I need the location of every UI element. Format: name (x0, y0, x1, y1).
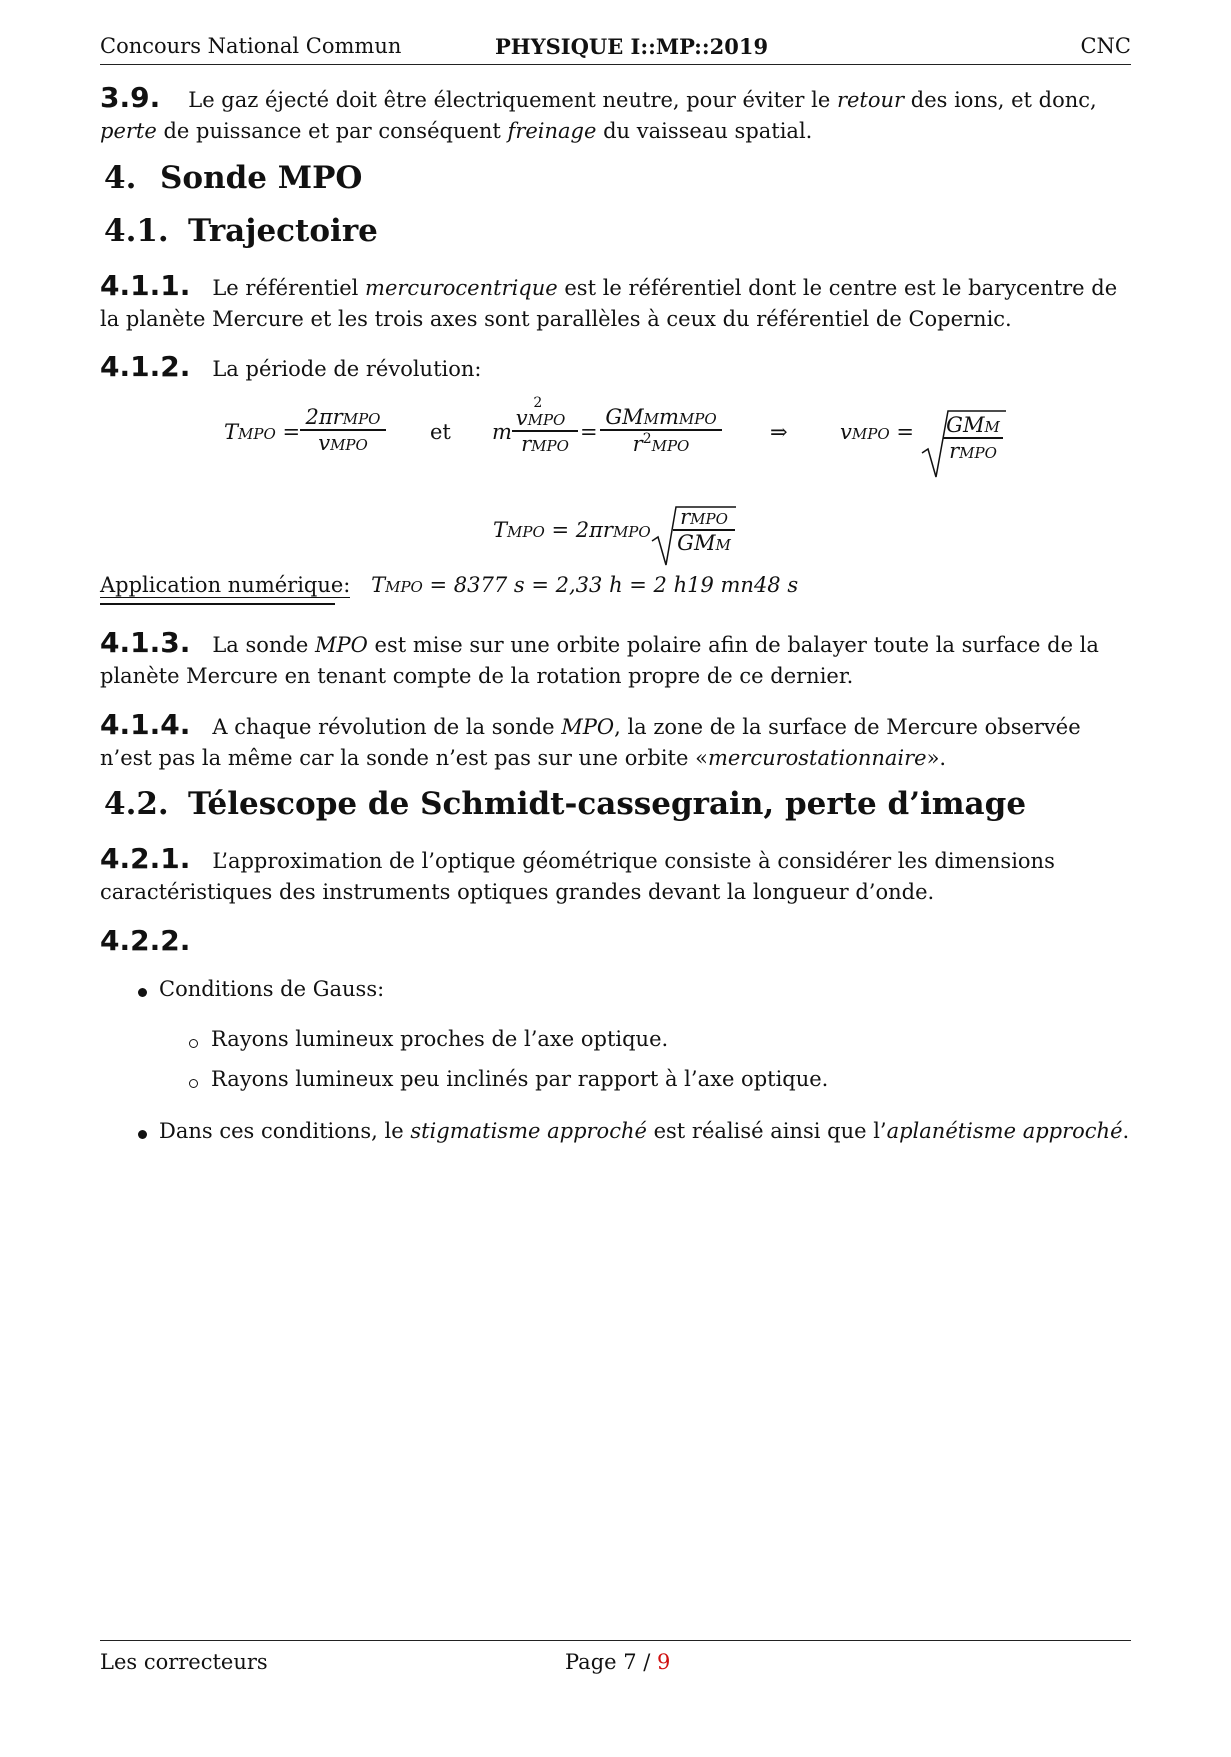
header-center: PHYSIQUE I::MP::2019 (495, 34, 769, 59)
numerical-application: Application numérique: TMPO = 8377 s = 2,33 h = 2 h19 mn48 s (100, 573, 799, 597)
equation-period-result: TMPO = 2πrMPO (493, 518, 651, 542)
page-header (100, 34, 1131, 65)
page-number: Page 7 / 9 (565, 1650, 671, 1674)
paragraph-4-1-1: 4.1.1. Le référentiel mercurocentrique est le référentiel dont le centre est le barycentre de la planète Mercure et les trois axes sont parallèles à ceux du référentiel de Copernic. (100, 269, 1118, 331)
section-number: 4.2.2. (100, 924, 191, 957)
bullet-gauss: Conditions de Gauss: (159, 977, 385, 1001)
section-number: 4.1.3. (100, 626, 191, 659)
section-heading-4-2: 4.2. Télescope de Schmidt-cassegrain, perte d’image (104, 786, 1027, 822)
sub-bullet-circle (189, 1039, 198, 1048)
paragraph-4-1-2: 4.1.2. La période de révolution: (100, 350, 482, 383)
section-number: 4.1.4. (100, 708, 191, 741)
section-number: 4.2.1. (100, 842, 191, 875)
equation-period: TMPO = (224, 420, 301, 444)
paragraph-4-1-4: 4.1.4. A chaque révolution de la sonde MPO, la zone de la surface de Mercure observée n’est pas la même car la sonde n’est pas sur une orbite «mercurostationnaire». (100, 708, 1081, 770)
bullet-dot (138, 988, 147, 997)
mass-m: m (492, 420, 512, 444)
equation-velocity: vMPO = (840, 420, 914, 444)
fraction-r-over-gm: rMPO GMM (673, 505, 735, 555)
header-right: CNC (1080, 34, 1131, 58)
section-heading-4: 4. Sonde MPO (104, 160, 363, 196)
equals-sign: = (580, 420, 598, 444)
underline-rule (100, 603, 335, 605)
application-label: Application numérique: (100, 573, 351, 597)
application-value: = 8377 s = 2,33 h = 2 h19 mn48 s (429, 573, 799, 597)
section-number: 3.9. (100, 81, 161, 114)
fraction-v2-over-r: vMPO$^2$ rMPO (512, 405, 578, 456)
header-left: Concours National Commun (100, 34, 402, 58)
implies-arrow: ⇒ (770, 420, 788, 444)
section-number: 4.1.1. (100, 269, 191, 302)
fraction-gmm-over-r2: GMMmMPO $r^2MPO$ (600, 405, 722, 456)
paragraph-4-2-1: 4.2.1. L’approximation de l’optique géométrique consiste à considérer les dimensions caractéristiques des instruments optiques grandes devant la longueur d’onde. (100, 842, 1055, 904)
sub-bullet-1: Rayons lumineux proches de l’axe optique. (211, 1027, 669, 1051)
sub-bullet-circle (189, 1079, 198, 1088)
bullet-conditions: Dans ces conditions, le stigmatisme approché est réalisé ainsi que l’aplanétisme approché. (159, 1119, 1130, 1143)
fraction-2pir-over-v: 2πrMPO vMPO (300, 405, 386, 455)
sub-bullet-2: Rayons lumineux peu inclinés par rapport à l’axe optique. (211, 1067, 829, 1091)
section-heading-4-1: 4.1. Trajectoire (104, 213, 378, 249)
footer-left: Les correcteurs (100, 1650, 268, 1674)
paragraph-4-2-2 (100, 925, 1131, 959)
word-et: et (430, 420, 451, 444)
fraction-gm-over-r: GMM rMPO (943, 413, 1003, 463)
page-footer (100, 1640, 1131, 1681)
paragraph-3-9: 3.9. Le gaz éjecté doit être électriquement neutre, pour éviter le retour des ions, et donc, perte de puissance et par conséquent freinage du vaisseau spatial. (100, 81, 1097, 143)
section-number: 4.1.2. (100, 350, 191, 383)
paragraph-4-1-3: 4.1.3. La sonde MPO est mise sur une orbite polaire afin de balayer toute la surface de la planète Mercure en tenant compte de la rotation propre de ce dernier. (100, 626, 1099, 688)
bullet-dot (138, 1130, 147, 1139)
